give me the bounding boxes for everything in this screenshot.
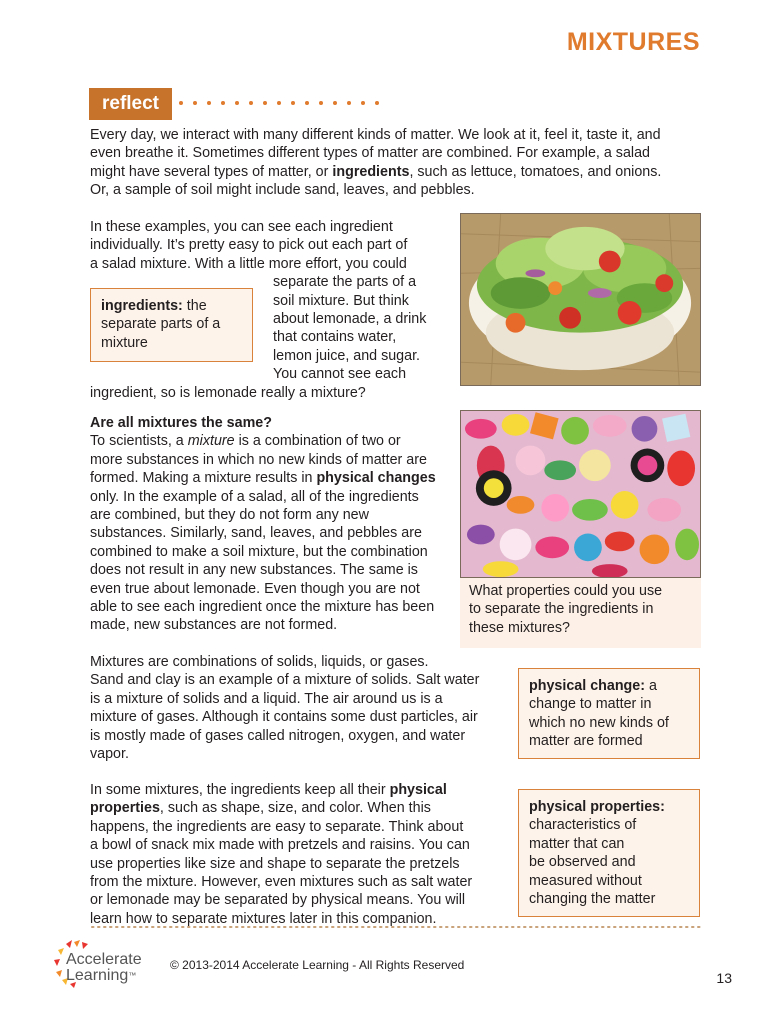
- salad-bowl-photo: [460, 213, 701, 386]
- intro-paragraph: [90, 126, 702, 200]
- reflect-badge: reflect: [89, 88, 172, 120]
- candy-mixture-photo: [460, 410, 701, 578]
- examples-line: about lemonade, a drink: [273, 311, 427, 328]
- copyright-notice: © 2013-2014 Accelerate Learning - All Rights Reserved: [170, 958, 465, 972]
- footer-dotted-rule: [90, 922, 702, 932]
- intro-line: Or, a sample of soil might include sand, leaves, and pebbles.: [90, 182, 475, 199]
- section-heading: Are all mixtures the same?: [90, 415, 272, 431]
- mixtures-same-section: Are all mixtures the same? To scientists, a mixture is a combination of two or more substances in which no new kinds of matter are formed. Making a mixture results in physical changes only. In the example of a salad, all of the ingredients are combined, but they do not form any new substances. Similarly, sand, leaves, and pebbles are combined to make a soil mixture, but the combination does not result in any new substances. The same is even true about lemonade. Even though you are not able to see each ingredient once the mixture has been made, new substances are not formed.: [90, 414, 450, 635]
- examples-line: You cannot see each: [273, 366, 407, 383]
- intro-line: even breathe it. Sometimes different types of matter are combined. For example, a salad: [90, 145, 650, 162]
- logo-wordmark: Accelerate Learning™: [66, 951, 142, 984]
- ingredients-term: ingredients: [332, 163, 410, 180]
- examples-line: In these examples, you can see each ingredient: [90, 219, 393, 235]
- intro-line: might have several types of matter, or ingredients, such as lettuce, tomatoes, and onions.: [90, 163, 662, 180]
- examples-line: ingredient, so is lemonade really a mixture?: [90, 384, 366, 401]
- definition-box-physical-change: physical change: a change to matter in which no new kinds of matter are formed: [518, 668, 700, 759]
- combinations-paragraph: Mixtures are combinations of solids, liquids, or gases. Sand and clay is an example of a mixture of solids. Salt water is a mixture of solids and a liquid. The air around us is a mixture of gases. Although it contains some dust particles, air is mostly made of gases called nitrogen, oxygen, and water vapor.: [90, 654, 480, 763]
- intro-line: Every day, we interact with many different kinds of matter. We look at it, feel it, taste it, and: [90, 127, 661, 143]
- examples-line: individually. It’s pretty easy to pick out each part of: [90, 237, 408, 254]
- physical-changes-term: physical changes: [316, 470, 436, 487]
- photo-caption: What properties could you use to separate the ingredients in these mixtures?: [460, 578, 701, 648]
- definition-box-physical-properties: physical properties: characteristics of matter that can be observed and measured without changing the matter: [518, 789, 700, 917]
- properties-paragraph: In some mixtures, the ingredients keep all their physical properties, such as shape, size, and color. When this happens, the ingredients are easy to separate. Think about a bowl of snack mix made with pretzels and raisins. You can use properties like size and shape to separate the pretzels from the mixture. However, even mixtures such as salt water or lemonade may be separated by physical means. You will learn how to separate mixtures later in this companion.: [90, 782, 473, 927]
- examples-line: that contains water,: [273, 329, 397, 346]
- examples-line: a salad mixture. With a little more effort, you could: [90, 255, 407, 272]
- examples-line: separate the parts of a: [273, 274, 417, 291]
- examples-line: lemon juice, and sugar.: [273, 347, 421, 364]
- page-title: MIXTURES: [566, 28, 700, 56]
- page-number: 13: [716, 970, 732, 986]
- examples-line: soil mixture. But think: [273, 292, 409, 309]
- reflect-dotted-rule: [178, 93, 393, 113]
- mixture-term: mixture: [187, 433, 235, 450]
- definition-box-ingredients: ingredients: the separate parts of a mixture: [90, 288, 253, 362]
